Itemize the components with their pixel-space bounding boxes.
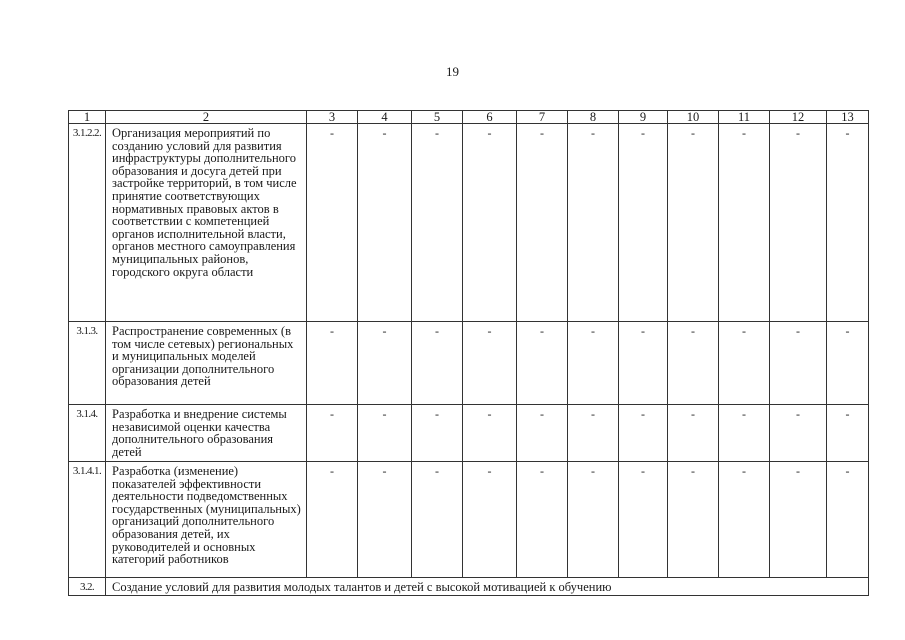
measure-name: Организация мероприятий по созданию условий для развития инфраструктуры дополнительного образования и досуга детей при застройке территорий, в том числе принятие соответствующих нормативных правовых актов в соответствии с компетенцией органов исполнительной власти, органов местного самоуправления муниципальных районов, городского округа области: [106, 124, 307, 322]
value-cell: -: [668, 322, 719, 405]
value-cell: -: [517, 462, 568, 578]
value-cell: -: [719, 462, 770, 578]
value-cell: -: [463, 405, 517, 462]
value-cell: -: [358, 322, 412, 405]
table-row: [69, 124, 869, 322]
header-cell: 10: [668, 111, 719, 124]
value-cell: -: [307, 322, 358, 405]
value-cell: -: [307, 405, 358, 462]
value-cell: -: [463, 462, 517, 578]
section-number: 3.2.: [69, 578, 106, 596]
header-cell: 7: [517, 111, 568, 124]
measures-table: [68, 110, 869, 596]
value-cell: -: [307, 124, 358, 322]
header-cell: 1: [69, 111, 106, 124]
value-cell: -: [827, 405, 869, 462]
value-cell: -: [770, 462, 827, 578]
value-cell: -: [827, 322, 869, 405]
value-cell: -: [358, 124, 412, 322]
value-cell: -: [668, 462, 719, 578]
value-cell: -: [412, 462, 463, 578]
header-row: [69, 111, 869, 124]
value-cell: -: [358, 405, 412, 462]
value-cell: -: [619, 322, 668, 405]
value-cell: -: [568, 405, 619, 462]
value-cell: -: [517, 405, 568, 462]
table-row: [69, 405, 869, 462]
measure-name: Распространение современных (в том числе сетевых) региональных и муниципальных моделей организации дополнительного образования детей: [106, 322, 307, 405]
value-cell: -: [668, 405, 719, 462]
header-cell: 11: [719, 111, 770, 124]
value-cell: -: [568, 124, 619, 322]
header-cell: 12: [770, 111, 827, 124]
header-cell: 2: [106, 111, 307, 124]
row-number: 3.1.3.: [69, 322, 106, 405]
header-cell: 9: [619, 111, 668, 124]
value-cell: -: [568, 322, 619, 405]
section-row: [69, 578, 869, 596]
header-cell: 5: [412, 111, 463, 124]
value-cell: -: [719, 322, 770, 405]
measure-name: Разработка и внедрение системы независимой оценки качества дополнительного образования детей: [106, 405, 307, 462]
header-cell: 4: [358, 111, 412, 124]
row-number: 3.1.4.1.: [69, 462, 106, 578]
value-cell: -: [358, 462, 412, 578]
value-cell: -: [619, 405, 668, 462]
value-cell: -: [719, 405, 770, 462]
value-cell: -: [619, 124, 668, 322]
header-cell: 13: [827, 111, 869, 124]
value-cell: -: [719, 124, 770, 322]
row-number: 3.1.4.: [69, 405, 106, 462]
value-cell: -: [668, 124, 719, 322]
value-cell: -: [568, 462, 619, 578]
table-row: [69, 322, 869, 405]
value-cell: -: [517, 322, 568, 405]
value-cell: -: [412, 405, 463, 462]
value-cell: -: [412, 322, 463, 405]
value-cell: -: [770, 124, 827, 322]
value-cell: -: [517, 124, 568, 322]
header-cell: 8: [568, 111, 619, 124]
row-number: 3.1.2.2.: [69, 124, 106, 322]
value-cell: -: [463, 124, 517, 322]
header-cell: 6: [463, 111, 517, 124]
value-cell: -: [307, 462, 358, 578]
header-cell: 3: [307, 111, 358, 124]
value-cell: -: [770, 405, 827, 462]
measure-name: Разработка (изменение) показателей эффективности деятельности подведомственных государственных (муниципальных) организаций дополнительного образования детей, их руководителей и основных категорий работников: [106, 462, 307, 578]
value-cell: -: [770, 322, 827, 405]
value-cell: -: [827, 124, 869, 322]
value-cell: -: [463, 322, 517, 405]
value-cell: -: [827, 462, 869, 578]
value-cell: -: [412, 124, 463, 322]
page-number: 19: [446, 64, 459, 79]
value-cell: -: [619, 462, 668, 578]
section-title: Создание условий для развития молодых талантов и детей с высокой мотивацией к обучению: [106, 578, 869, 596]
table-row: [69, 462, 869, 578]
